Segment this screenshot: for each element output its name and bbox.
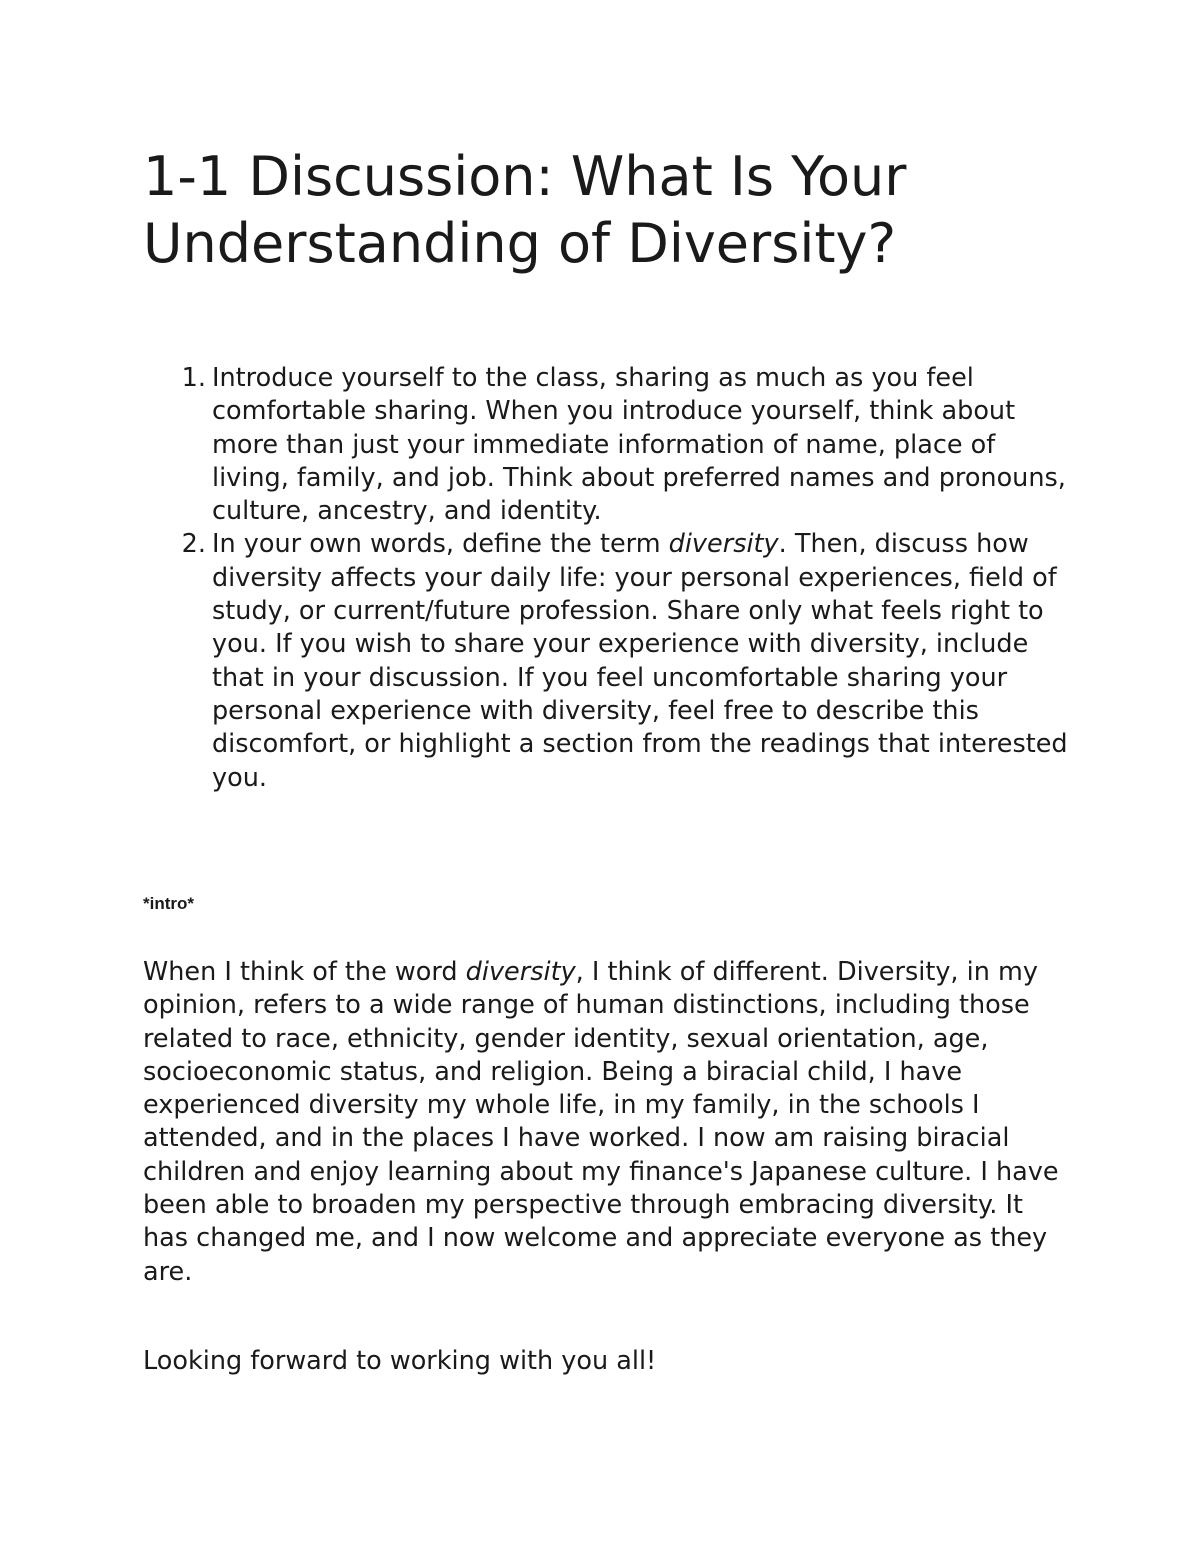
prompt-text-end: . Then, discuss how diversity affects your daily life: your personal experiences, field of study, or current/future profession. Share only what feels right to you. If you wish to share your experience with diversity, include that in your discussion. If you feel uncomfortable sharing your personal experience with diversity, feel free to describe this discomfort, or highlight a section from the readings that interested you. (212, 529, 1068, 793)
prompt-number: 1. (181, 363, 206, 393)
prompt-emphasis: diversity (668, 529, 779, 560)
prompt-number: 2. (181, 529, 206, 560)
response-text-end: , I think of different. Diversity, in my opinion, refers to a wide range of human distinctions, including those related to race, ethnicity, gender identity, sexual orientation, age, socioeconomic status, and religion. Being a biracial child, I have experienced diversity my whole life, in my family, in the schools I attended, and in the places I have worked. I now am raising biracial children and enjoy learning about my finance's Japanese culture. I have been able to broaden my perspective through embracing diversity. It has changed me, and I now welcome and appreciate everyone as they are. (143, 957, 1059, 1287)
prompt-item-1 (181, 362, 1072, 528)
page-title: 1-1 Discussion: What Is Your Understanding of Diversity? (143, 145, 907, 275)
response-emphasis: diversity (465, 957, 576, 987)
prompt-text-start: In your own words, define the term (212, 529, 669, 560)
response-text-start: When I think of the word (143, 957, 466, 987)
intro-label: *intro* (143, 894, 194, 913)
closing-line: Looking forward to working with you all! (143, 1346, 657, 1376)
prompt-text: Introduce yourself to the class, sharing as much as you feel comfortable sharing. When you introduce yourself, think about more than just your immediate information of name, place of living, family, and job. Think about preferred names and pronouns, culture, ancestry, and identity. (212, 363, 1066, 527)
prompt-list (181, 362, 1072, 795)
response-paragraph (143, 956, 1073, 1289)
prompt-item-2 (181, 528, 1072, 794)
